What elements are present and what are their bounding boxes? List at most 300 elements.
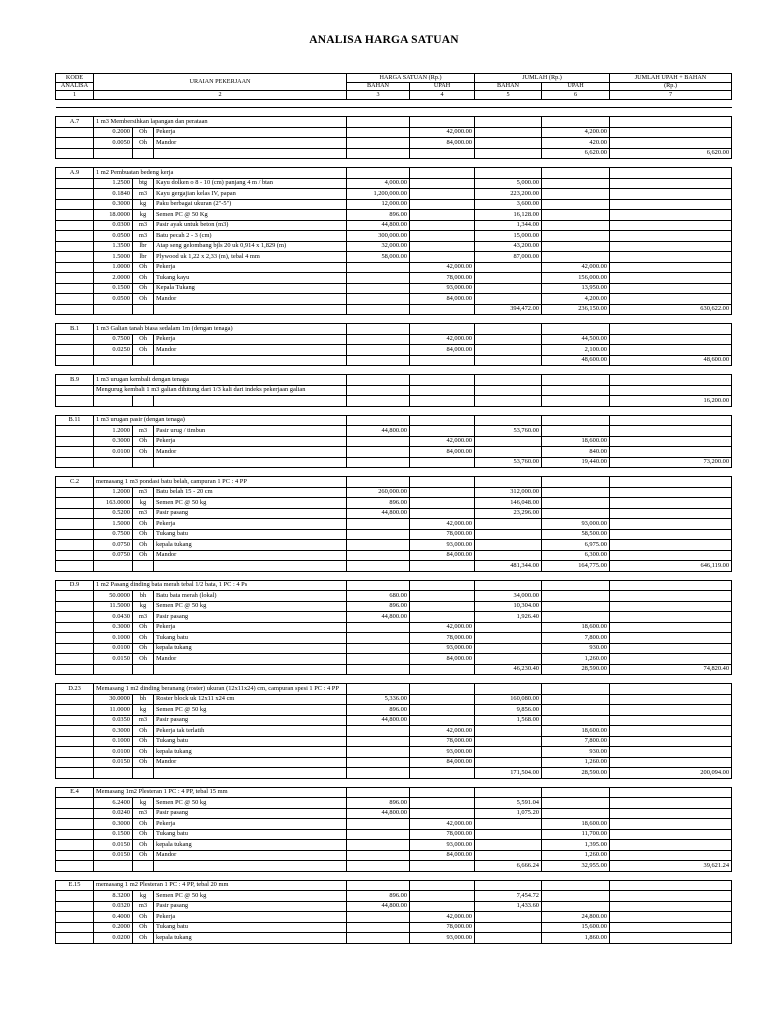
total-wage: 19,440.00 (542, 457, 610, 468)
item-name: Paku berbagai ukuran (2"-5") (154, 199, 347, 210)
empty-cell (56, 262, 94, 273)
table-row (56, 127, 732, 138)
empty-cell (347, 396, 410, 407)
total-wage: 164,775.00 (542, 561, 610, 572)
price-material: 44,800.00 (347, 808, 410, 819)
empty-cell (610, 294, 732, 305)
work-description: 1 m2 Pembuatan bedeng kerja (94, 168, 347, 179)
price-wage: 84,000.00 (410, 447, 475, 458)
price-wage: 93,000.00 (410, 933, 475, 944)
item-name: Pasir pasang (154, 901, 347, 912)
empty-cell (94, 561, 133, 572)
sum-material: 34,000.00 (475, 591, 542, 602)
section-spacer (56, 406, 732, 415)
empty-cell (56, 447, 94, 458)
item-name: Roster block uk 12x11 x24 cm (154, 694, 347, 705)
coefficient: 0.0750 (94, 550, 133, 561)
empty-cell (542, 168, 610, 179)
table-row (56, 519, 732, 530)
empty-cell (347, 787, 410, 798)
empty-cell (410, 304, 475, 315)
sum-material: 87,000.00 (475, 252, 542, 263)
total-wage: 236,150.00 (542, 304, 610, 315)
sum-material (475, 757, 542, 768)
empty-cell (410, 664, 475, 675)
sum-material (475, 819, 542, 830)
item-name: Batu bata merah (lokal) (154, 591, 347, 602)
unit: Oh (133, 840, 154, 851)
item-name: Mandor (154, 345, 347, 356)
section-header-row (56, 415, 732, 426)
coefficient: 0.3000 (94, 199, 133, 210)
table-row (56, 694, 732, 705)
coefficient: 0.0500 (94, 231, 133, 242)
table-row (56, 447, 732, 458)
analysis-code: E.4 (56, 787, 94, 798)
coefficient: 0.3000 (94, 726, 133, 737)
sum-material: 3,600.00 (475, 199, 542, 210)
coefficient: 18.0000 (94, 210, 133, 221)
sum-wage: 420.00 (542, 138, 610, 149)
empty-cell (610, 798, 732, 809)
item-name: Tukang batu (154, 633, 347, 644)
coefficient: 0.0430 (94, 612, 133, 623)
price-wage (410, 252, 475, 263)
analysis-code: A.7 (56, 117, 94, 128)
sum-wage: 15,600.00 (542, 922, 610, 933)
empty-cell (410, 880, 475, 891)
sum-wage (542, 210, 610, 221)
empty-cell (154, 396, 347, 407)
sum-wage: 930.00 (542, 643, 610, 654)
empty-cell (542, 880, 610, 891)
unit: m3 (133, 426, 154, 437)
empty-cell (610, 808, 732, 819)
sum-wage: 6,975.00 (542, 540, 610, 551)
unit: Oh (133, 819, 154, 830)
section-spacer (56, 871, 732, 880)
empty-cell (610, 622, 732, 633)
sum-wage: 7,800.00 (542, 633, 610, 644)
unit: Oh (133, 334, 154, 345)
coefficient: 0.0320 (94, 901, 133, 912)
unit: Oh (133, 262, 154, 273)
sum-wage (542, 487, 610, 498)
header-harga-satuan: HARGA SATUAN (Rp.) (347, 74, 475, 83)
work-description: Memasang 1m2 Plesteran 1 PC : 4 PP, tebal 15 mm (94, 787, 347, 798)
table-row (56, 736, 732, 747)
price-wage (410, 694, 475, 705)
analysis-code: D.23 (56, 684, 94, 695)
empty-cell (56, 561, 94, 572)
item-name: Mandor (154, 550, 347, 561)
price-material: 1,200,000.00 (347, 189, 410, 200)
sum-wage: 18,600.00 (542, 436, 610, 447)
empty-cell (610, 829, 732, 840)
table-row (56, 840, 732, 851)
empty-cell (610, 178, 732, 189)
sum-material (475, 540, 542, 551)
empty-cell (347, 861, 410, 872)
table-row (56, 901, 732, 912)
sum-material (475, 294, 542, 305)
sum-wage (542, 601, 610, 612)
price-material (347, 294, 410, 305)
table-row (56, 808, 732, 819)
sum-material (475, 747, 542, 758)
sum-wage: 4,200.00 (542, 127, 610, 138)
coefficient: 1.2000 (94, 426, 133, 437)
section-header-row (56, 168, 732, 179)
empty-cell (94, 355, 133, 366)
empty-cell (542, 580, 610, 591)
coefficient: 0.1500 (94, 829, 133, 840)
table-row (56, 241, 732, 252)
table-row (56, 726, 732, 737)
price-wage (410, 591, 475, 602)
empty-cell (542, 787, 610, 798)
price-material (347, 127, 410, 138)
sum-material (475, 850, 542, 861)
sum-material (475, 127, 542, 138)
empty-cell (610, 540, 732, 551)
sum-wage: 156,000.00 (542, 273, 610, 284)
empty-cell (56, 840, 94, 851)
empty-cell (154, 768, 347, 779)
sum-material (475, 447, 542, 458)
table-row (56, 798, 732, 809)
coefficient: 0.5200 (94, 508, 133, 519)
item-name: Pekerja (154, 334, 347, 345)
empty-cell (133, 561, 154, 572)
unit: kg (133, 705, 154, 716)
item-name: Pasir ayak untuk beton (m3) (154, 220, 347, 231)
sum-material (475, 922, 542, 933)
price-material: 44,800.00 (347, 715, 410, 726)
sum-material (475, 262, 542, 273)
coefficient: 0.2000 (94, 922, 133, 933)
empty-cell (56, 148, 94, 159)
empty-cell (475, 415, 542, 426)
header-rp: (Rp.) (610, 82, 732, 91)
unit: Oh (133, 829, 154, 840)
price-material (347, 922, 410, 933)
item-name: Semen PC @ 50 Kg (154, 210, 347, 221)
empty-cell (610, 334, 732, 345)
empty-cell (56, 487, 94, 498)
empty-cell (154, 457, 347, 468)
unit: Oh (133, 726, 154, 737)
work-description: 1 m3 Membersihkan lapangan dan perataan (94, 117, 347, 128)
analysis-code: B.1 (56, 324, 94, 335)
grand-total: 48,600.00 (610, 355, 732, 366)
price-wage (410, 231, 475, 242)
item-name: Pekerja tak terlatih (154, 726, 347, 737)
unit: m3 (133, 189, 154, 200)
price-material (347, 840, 410, 851)
empty-cell (94, 396, 133, 407)
empty-cell (610, 726, 732, 737)
empty-cell (475, 168, 542, 179)
col-number: 1 (56, 91, 94, 100)
price-wage: 42,000.00 (410, 819, 475, 830)
total-row (56, 148, 732, 159)
empty-cell (56, 178, 94, 189)
unit: bh (133, 694, 154, 705)
sum-material (475, 643, 542, 654)
sum-wage: 1,260.00 (542, 850, 610, 861)
sum-wage (542, 199, 610, 210)
sum-wage: 44,500.00 (542, 334, 610, 345)
empty-cell (610, 436, 732, 447)
coefficient: 0.3000 (94, 819, 133, 830)
table-row (56, 622, 732, 633)
empty-cell (542, 477, 610, 488)
empty-cell (542, 375, 610, 386)
sum-wage: 93,000.00 (542, 519, 610, 530)
empty-cell (56, 426, 94, 437)
unit: Oh (133, 550, 154, 561)
empty-cell (542, 684, 610, 695)
sum-wage: 930.00 (542, 747, 610, 758)
coefficient: 0.0150 (94, 654, 133, 665)
section-header-row (56, 477, 732, 488)
sum-wage: 1,260.00 (542, 654, 610, 665)
sum-material (475, 550, 542, 561)
empty-cell (154, 355, 347, 366)
item-name: Semen PC @ 50 kg (154, 798, 347, 809)
empty-cell (610, 705, 732, 716)
sum-wage: 6,300.00 (542, 550, 610, 561)
price-material: 896.00 (347, 498, 410, 509)
price-wage: 93,000.00 (410, 283, 475, 294)
grand-total: 200,094.00 (610, 768, 732, 779)
coefficient: 1.2500 (94, 178, 133, 189)
sum-wage: 7,800.00 (542, 736, 610, 747)
empty-cell (94, 861, 133, 872)
empty-cell (610, 415, 732, 426)
table-row (56, 550, 732, 561)
header-table (55, 73, 732, 100)
empty-cell (56, 829, 94, 840)
empty-cell (347, 664, 410, 675)
table-row (56, 757, 732, 768)
coefficient: 0.0350 (94, 715, 133, 726)
coefficient: 11.0000 (94, 705, 133, 716)
price-material (347, 622, 410, 633)
price-wage (410, 798, 475, 809)
table-row (56, 654, 732, 665)
item-name: Pekerja (154, 819, 347, 830)
table-row (56, 138, 732, 149)
table-row (56, 850, 732, 861)
section-header-row (56, 580, 732, 591)
table-row (56, 283, 732, 294)
empty-cell (610, 715, 732, 726)
price-material (347, 529, 410, 540)
empty-cell (610, 252, 732, 263)
sum-wage (542, 508, 610, 519)
item-name: Pasir pasang (154, 715, 347, 726)
empty-cell (610, 654, 732, 665)
empty-cell (610, 529, 732, 540)
price-wage: 42,000.00 (410, 127, 475, 138)
total-row (56, 355, 732, 366)
price-material (347, 283, 410, 294)
coefficient: 2.0000 (94, 273, 133, 284)
coefficient: 0.7500 (94, 334, 133, 345)
empty-cell (610, 912, 732, 923)
price-material: 58,000.00 (347, 252, 410, 263)
empty-cell (347, 168, 410, 179)
empty-cell (410, 168, 475, 179)
col-number: 3 (347, 91, 410, 100)
price-material (347, 850, 410, 861)
unit: kg (133, 891, 154, 902)
table-row (56, 633, 732, 644)
price-wage (410, 487, 475, 498)
spacer-cell (56, 406, 732, 415)
price-wage: 42,000.00 (410, 726, 475, 737)
price-material (347, 447, 410, 458)
price-material (347, 262, 410, 273)
item-name: kepala tukang (154, 540, 347, 551)
sum-material (475, 829, 542, 840)
spacer-cell (56, 366, 732, 375)
unit: kg (133, 601, 154, 612)
item-name: Mandor (154, 138, 347, 149)
empty-cell (610, 891, 732, 902)
unit: m3 (133, 901, 154, 912)
empty-cell (154, 861, 347, 872)
sum-wage: 11,700.00 (542, 829, 610, 840)
empty-cell (347, 324, 410, 335)
empty-cell (410, 580, 475, 591)
empty-cell (56, 294, 94, 305)
price-material: 680.00 (347, 591, 410, 602)
empty-cell (610, 273, 732, 284)
sum-material (475, 345, 542, 356)
section-header-row (56, 117, 732, 128)
section-spacer (56, 159, 732, 168)
col-number: 5 (475, 91, 542, 100)
sum-wage (542, 694, 610, 705)
price-wage: 84,000.00 (410, 850, 475, 861)
sum-material: 1,075.20 (475, 808, 542, 819)
total-row (56, 396, 732, 407)
empty-cell (410, 324, 475, 335)
total-wage: 32,955.00 (542, 861, 610, 872)
unit: Oh (133, 654, 154, 665)
empty-cell (94, 457, 133, 468)
empty-cell (56, 933, 94, 944)
total-wage: 48,600.00 (542, 355, 610, 366)
empty-cell (133, 148, 154, 159)
price-wage: 78,000.00 (410, 273, 475, 284)
coefficient: 0.0200 (94, 933, 133, 944)
empty-cell (610, 643, 732, 654)
item-name: kepala tukang (154, 933, 347, 944)
item-name: Mandor (154, 757, 347, 768)
sum-wage: 1,260.00 (542, 757, 610, 768)
coefficient: 0.0150 (94, 757, 133, 768)
spacer-cell (56, 108, 732, 117)
price-material (347, 334, 410, 345)
table-row (56, 199, 732, 210)
price-material: 896.00 (347, 798, 410, 809)
sum-wage: 13,950.00 (542, 283, 610, 294)
empty-cell (475, 787, 542, 798)
empty-cell (410, 375, 475, 386)
price-material (347, 540, 410, 551)
empty-cell (610, 519, 732, 530)
empty-cell (133, 664, 154, 675)
spacer-cell (56, 871, 732, 880)
item-name: Semen PC @ 50 kg (154, 498, 347, 509)
total-material: 394,472.00 (475, 304, 542, 315)
empty-cell (475, 880, 542, 891)
item-name: Tukang batu (154, 529, 347, 540)
sum-material (475, 654, 542, 665)
sum-wage (542, 189, 610, 200)
header-analisa: ANALISA (56, 82, 94, 91)
empty-cell (410, 415, 475, 426)
price-material (347, 273, 410, 284)
table-row (56, 747, 732, 758)
price-material (347, 643, 410, 654)
empty-cell (56, 138, 94, 149)
empty-cell (56, 808, 94, 819)
coefficient: 0.1500 (94, 283, 133, 294)
price-material: 44,800.00 (347, 901, 410, 912)
table-row (56, 891, 732, 902)
empty-cell (610, 426, 732, 437)
empty-cell (56, 529, 94, 540)
unit: Oh (133, 294, 154, 305)
price-material (347, 726, 410, 737)
empty-cell (56, 654, 94, 665)
empty-cell (610, 694, 732, 705)
empty-cell (56, 220, 94, 231)
price-wage: 78,000.00 (410, 922, 475, 933)
empty-cell (610, 901, 732, 912)
price-material: 896.00 (347, 705, 410, 716)
empty-cell (410, 457, 475, 468)
spacer-cell (56, 468, 732, 477)
empty-cell (154, 148, 347, 159)
table-row (56, 705, 732, 716)
table-row (56, 385, 732, 396)
page-title: ANALISA HARGA SATUAN (309, 34, 459, 46)
empty-cell (56, 664, 94, 675)
item-name: Batu pecah 2 - 3 (cm) (154, 231, 347, 242)
sum-wage: 24,800.00 (542, 912, 610, 923)
unit: Oh (133, 529, 154, 540)
sum-material: 146,048.00 (475, 498, 542, 509)
item-name: Pekerja (154, 262, 347, 273)
analysis-code: C.2 (56, 477, 94, 488)
header-jumlah: JUMLAH (Rp.) (475, 74, 610, 83)
empty-cell (56, 922, 94, 933)
price-wage (410, 426, 475, 437)
table-row (56, 540, 732, 551)
sum-material (475, 633, 542, 644)
price-material (347, 933, 410, 944)
item-name: Mandor (154, 850, 347, 861)
unit: m3 (133, 220, 154, 231)
price-material: 4,000.00 (347, 178, 410, 189)
empty-cell (610, 231, 732, 242)
